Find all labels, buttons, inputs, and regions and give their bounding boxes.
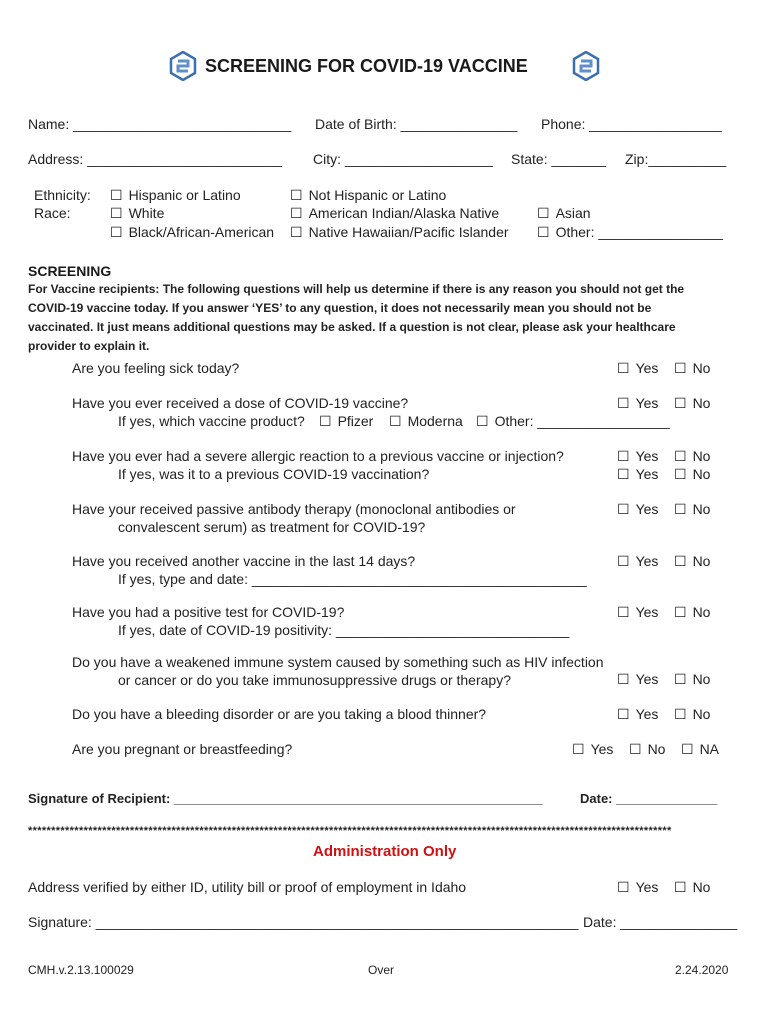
question-allergic-reaction: Have you ever had a severe allergic reaction to a previous vaccine or injection? [72,448,564,464]
q6-yes-checkbox[interactable]: ☐ Yes [617,604,658,621]
pfizer-checkbox[interactable]: ☐ Pfizer [319,413,373,430]
question-positivity-date[interactable]: If yes, date of COVID-19 positivity: ______________________________ [118,622,570,638]
footer-date: 2.24.2020 [675,963,729,977]
q4-yes-checkbox[interactable]: ☐ Yes [617,501,658,518]
administration-heading: Administration Only [313,843,457,860]
q3-yes-checkbox[interactable]: ☐ Yes [617,448,658,465]
version-code: CMH.v.2.13.100029 [28,963,134,977]
over-label: Over [368,963,395,977]
q3b-yes-checkbox[interactable]: ☐ Yes [617,466,658,483]
screening-intro: For Vaccine recipients: The following questions will help us determine if there is any reason you should not get the COVID-19 vaccine today. If you answer ‘YES’ to any question, it does not necessarily mean you should not be vaccinated. It just means additional questions may be asked. If a question is not clear, please ask your healthcare provider to explain it. [28,282,685,353]
admin-signature-field[interactable]: Signature: ______________________________________________________________ [28,914,579,930]
divider-stars: ******************************************************************************************************************************************* [28,825,672,837]
admin-yes-checkbox[interactable]: ☐ Yes [617,879,658,896]
city-field[interactable]: City: ___________________ [313,151,493,167]
q4-no-checkbox[interactable]: ☐ No [674,501,710,518]
zip-field[interactable]: Zip:__________ [625,151,727,167]
dob-field[interactable]: Date of Birth: _______________ [315,116,518,132]
american-indian-checkbox[interactable]: ☐ American Indian/Alaska Native [290,205,499,222]
question-antibody-therapy: Have your received passive antibody therapy (monoclonal antibodies or [72,501,516,517]
hawaiian-checkbox[interactable]: ☐ Native Hawaiian/Pacific Islander [290,224,509,241]
question-antibody-therapy-cont: convalescent serum) as treatment for COVID-19? [118,519,426,535]
q9-no-checkbox[interactable]: ☐ No [629,741,665,758]
address-field[interactable]: Address: _________________________ [28,151,282,167]
logo-right-icon [571,51,601,81]
q8-no-checkbox[interactable]: ☐ No [674,706,710,723]
recipient-signature-field[interactable]: Signature of Recipient: ___________________________________________________ [28,791,543,806]
question-positive-test: Have you had a positive test for COVID-19? [72,604,345,620]
q5-no-checkbox[interactable]: ☐ No [674,553,710,570]
q9-na-checkbox[interactable]: ☐ NA [681,741,719,758]
state-field[interactable]: State: _______ [511,151,606,167]
question-allergic-covid: If yes, was it to a previous COVID-19 vaccination? [118,466,430,482]
not-hispanic-checkbox[interactable]: ☐ Not Hispanic or Latino [290,187,446,204]
other-race-checkbox[interactable]: ☐ Other: ________________ [537,224,723,241]
q5-yes-checkbox[interactable]: ☐ Yes [617,553,658,570]
q1-yes-checkbox[interactable]: ☐ Yes [617,360,658,377]
question-pregnant: Are you pregnant or breastfeeding? [72,741,293,757]
question-other-vaccine-date[interactable]: If yes, type and date: ___________________________________________ [118,571,587,587]
question-bleeding-disorder: Do you have a bleeding disorder or are you taking a blood thinner? [72,706,487,722]
recipient-date-field[interactable]: Date: ______________ [580,791,718,806]
question-other-vaccine: Have you received another vaccine in the last 14 days? [72,553,416,569]
q7-no-checkbox[interactable]: ☐ No [674,671,710,688]
q3b-no-checkbox[interactable]: ☐ No [674,466,710,483]
question-vaccine-product: If yes, which vaccine product? [118,413,305,429]
admin-date-field[interactable]: Date: _______________ [583,914,738,930]
hispanic-checkbox[interactable]: ☐ Hispanic or Latino [110,187,241,204]
question-weakened-immune-cont: or cancer or do you take immunosuppressive drugs or therapy? [118,672,511,688]
admin-no-checkbox[interactable]: ☐ No [674,879,710,896]
address-verified-label: Address verified by either ID, utility bill or proof of employment in Idaho [28,879,467,895]
screening-heading: SCREENING [28,263,112,279]
black-checkbox[interactable]: ☐ Black/African-American [110,224,274,241]
name-field[interactable]: Name: ____________________________ [28,116,292,132]
q1-no-checkbox[interactable]: ☐ No [674,360,710,377]
logo-left-icon [168,51,198,81]
asian-checkbox[interactable]: ☐ Asian [537,205,591,222]
page-title: SCREENING FOR COVID-19 VACCINE [205,56,528,76]
q3-no-checkbox[interactable]: ☐ No [674,448,710,465]
q8-yes-checkbox[interactable]: ☐ Yes [617,706,658,723]
phone-field[interactable]: Phone: _________________ [541,116,722,132]
ethnicity-label: Ethnicity: [34,187,91,203]
other-vaccine-checkbox[interactable]: ☐ Other: _________________ [476,413,670,430]
moderna-checkbox[interactable]: ☐ Moderna [389,413,463,430]
question-feeling-sick: Are you feeling sick today? [72,360,240,376]
q9-yes-checkbox[interactable]: ☐ Yes [572,741,613,758]
q6-no-checkbox[interactable]: ☐ No [674,604,710,621]
white-checkbox[interactable]: ☐ White [110,205,164,222]
question-prior-dose: Have you ever received a dose of COVID-19 vaccine? [72,395,409,411]
q2-yes-checkbox[interactable]: ☐ Yes [617,395,658,412]
question-weakened-immune: Do you have a weakened immune system caused by something such as HIV infection [72,654,604,670]
q2-no-checkbox[interactable]: ☐ No [674,395,710,412]
q7-yes-checkbox[interactable]: ☐ Yes [617,671,658,688]
race-label: Race: [34,205,71,221]
